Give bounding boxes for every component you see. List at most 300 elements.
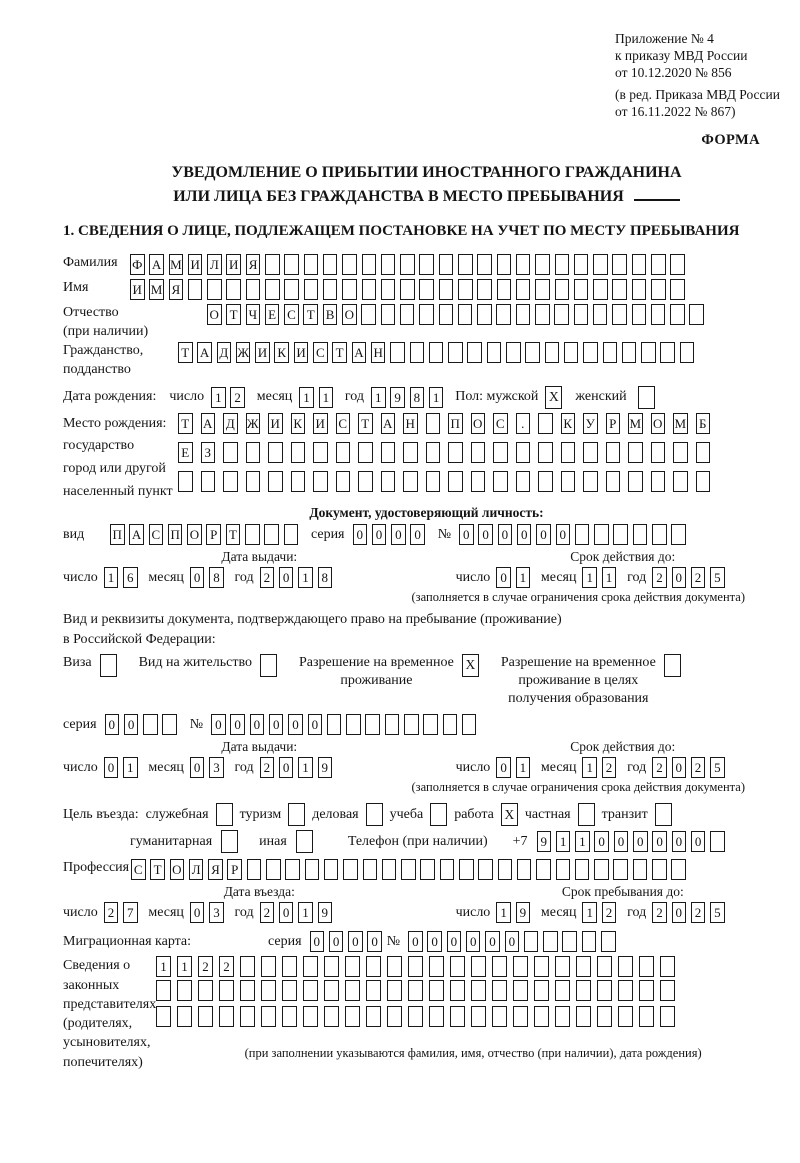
char-cell[interactable] (612, 254, 627, 275)
char-cell[interactable]: 0 (353, 524, 368, 545)
char-cell[interactable]: 3 (209, 902, 224, 923)
char-cell[interactable]: О (342, 304, 357, 325)
char-cell[interactable]: К (291, 413, 306, 434)
checkbox-purpose-official[interactable] (216, 803, 233, 826)
char-cell[interactable] (535, 254, 550, 275)
char-cell[interactable] (188, 279, 203, 300)
char-cell[interactable] (381, 442, 396, 463)
char-cell[interactable] (305, 859, 320, 880)
char-cell[interactable]: Т (178, 413, 193, 434)
char-cell[interactable]: 0 (447, 931, 462, 952)
char-cell[interactable] (177, 980, 192, 1001)
char-cell[interactable] (513, 980, 528, 1001)
char-cell[interactable] (564, 342, 579, 363)
char-cell[interactable] (535, 279, 550, 300)
char-cell[interactable] (467, 342, 482, 363)
char-cell[interactable]: Т (226, 304, 241, 325)
char-cell[interactable] (358, 442, 373, 463)
char-cell[interactable] (696, 471, 711, 492)
char-cell[interactable]: О (170, 859, 185, 880)
char-cell[interactable] (440, 859, 455, 880)
char-cell[interactable]: Т (178, 342, 193, 363)
char-cell[interactable]: 2 (652, 567, 667, 588)
char-cell[interactable]: 0 (367, 931, 382, 952)
char-cell[interactable] (517, 859, 532, 880)
char-cell[interactable] (268, 442, 283, 463)
char-cell[interactable] (365, 714, 380, 735)
char-cell[interactable] (458, 279, 473, 300)
char-cell[interactable] (606, 471, 621, 492)
char-cell[interactable]: И (294, 342, 309, 363)
char-cell[interactable] (387, 956, 402, 977)
char-cell[interactable] (535, 304, 550, 325)
char-cell[interactable] (408, 1006, 423, 1027)
char-cell[interactable] (177, 1006, 192, 1027)
char-cell[interactable]: 0 (190, 567, 205, 588)
char-cell[interactable]: И (188, 254, 203, 275)
char-cell[interactable] (345, 980, 360, 1001)
char-cell[interactable] (538, 471, 553, 492)
char-cell[interactable]: П (168, 524, 183, 545)
char-cell[interactable] (245, 524, 260, 545)
char-cell[interactable]: Н (403, 413, 418, 434)
char-cell[interactable] (198, 980, 213, 1001)
char-cell[interactable] (410, 342, 425, 363)
char-cell[interactable]: 0 (269, 714, 284, 735)
char-cell[interactable]: Д (223, 413, 238, 434)
char-cell[interactable] (612, 279, 627, 300)
char-cell[interactable]: 0 (310, 931, 325, 952)
char-cell[interactable]: Е (265, 304, 280, 325)
char-cell[interactable]: Ф (130, 254, 145, 275)
char-cell[interactable]: 2 (602, 902, 617, 923)
char-cell[interactable] (313, 442, 328, 463)
char-cell[interactable] (513, 956, 528, 977)
char-cell[interactable]: 1 (556, 831, 571, 852)
char-cell[interactable]: 0 (250, 714, 265, 735)
char-cell[interactable]: И (268, 413, 283, 434)
char-cell[interactable]: 8 (209, 567, 224, 588)
char-cell[interactable]: 0 (536, 524, 551, 545)
char-cell[interactable] (593, 254, 608, 275)
checkbox-sex-female[interactable] (638, 386, 655, 409)
char-cell[interactable]: 9 (318, 902, 333, 923)
char-cell[interactable] (439, 279, 454, 300)
char-cell[interactable]: 2 (260, 757, 275, 778)
char-cell[interactable] (426, 471, 441, 492)
char-cell[interactable] (246, 471, 261, 492)
char-cell[interactable] (618, 1006, 633, 1027)
char-cell[interactable] (459, 859, 474, 880)
char-cell[interactable] (223, 442, 238, 463)
char-cell[interactable]: 0 (691, 831, 706, 852)
char-cell[interactable] (324, 956, 339, 977)
char-cell[interactable] (261, 1006, 276, 1027)
char-cell[interactable]: 7 (123, 902, 138, 923)
char-cell[interactable]: 0 (672, 567, 687, 588)
char-cell[interactable] (156, 980, 171, 1001)
char-cell[interactable]: 2 (691, 902, 706, 923)
char-cell[interactable] (478, 859, 493, 880)
char-cell[interactable] (487, 342, 502, 363)
char-cell[interactable]: З (201, 442, 216, 463)
char-cell[interactable]: 1 (496, 902, 511, 923)
char-cell[interactable] (593, 304, 608, 325)
char-cell[interactable] (450, 956, 465, 977)
char-cell[interactable] (633, 524, 648, 545)
char-cell[interactable] (652, 859, 667, 880)
char-cell[interactable] (689, 304, 704, 325)
char-cell[interactable]: 0 (348, 931, 363, 952)
char-cell[interactable] (366, 980, 381, 1001)
char-cell[interactable]: 0 (498, 524, 513, 545)
char-cell[interactable] (497, 279, 512, 300)
char-cell[interactable] (226, 279, 241, 300)
char-cell[interactable]: 0 (105, 714, 120, 735)
char-cell[interactable] (448, 342, 463, 363)
char-cell[interactable] (246, 442, 261, 463)
char-cell[interactable] (361, 304, 376, 325)
char-cell[interactable] (633, 859, 648, 880)
char-cell[interactable] (439, 254, 454, 275)
char-cell[interactable] (240, 956, 255, 977)
char-cell[interactable]: 0 (372, 524, 387, 545)
char-cell[interactable] (534, 980, 549, 1001)
checkbox-residence-permit[interactable] (260, 654, 277, 677)
char-cell[interactable] (574, 254, 589, 275)
char-cell[interactable] (387, 980, 402, 1001)
char-cell[interactable] (282, 956, 297, 977)
char-cell[interactable]: 0 (288, 714, 303, 735)
char-cell[interactable]: Д (217, 342, 232, 363)
char-cell[interactable] (652, 524, 667, 545)
char-cell[interactable] (583, 342, 598, 363)
char-cell[interactable]: А (201, 413, 216, 434)
char-cell[interactable]: Р (206, 524, 221, 545)
char-cell[interactable] (284, 254, 299, 275)
checkbox-sex-male[interactable]: X (545, 386, 562, 409)
char-cell[interactable] (632, 304, 647, 325)
char-cell[interactable]: Н (371, 342, 386, 363)
char-cell[interactable]: 0 (466, 931, 481, 952)
char-cell[interactable] (639, 1006, 654, 1027)
checkbox-temp-residence-edu[interactable] (664, 654, 681, 677)
char-cell[interactable]: 9 (537, 831, 552, 852)
char-cell[interactable] (534, 956, 549, 977)
char-cell[interactable] (651, 254, 666, 275)
char-cell[interactable] (651, 304, 666, 325)
char-cell[interactable] (382, 859, 397, 880)
char-cell[interactable]: 2 (260, 902, 275, 923)
char-cell[interactable] (400, 304, 415, 325)
char-cell[interactable]: А (197, 342, 212, 363)
char-cell[interactable] (266, 859, 281, 880)
char-cell[interactable] (612, 304, 627, 325)
char-cell[interactable] (613, 859, 628, 880)
char-cell[interactable] (538, 442, 553, 463)
char-cell[interactable] (450, 1006, 465, 1027)
char-cell[interactable] (671, 524, 686, 545)
char-cell[interactable]: 1 (582, 902, 597, 923)
char-cell[interactable] (162, 714, 177, 735)
char-cell[interactable]: 8 (410, 387, 425, 408)
char-cell[interactable] (156, 1006, 171, 1027)
char-cell[interactable]: А (381, 413, 396, 434)
char-cell[interactable]: 0 (279, 902, 294, 923)
char-cell[interactable] (261, 956, 276, 977)
char-cell[interactable]: 0 (505, 931, 520, 952)
char-cell[interactable]: 1 (211, 387, 226, 408)
char-cell[interactable] (651, 442, 666, 463)
char-cell[interactable] (492, 980, 507, 1001)
char-cell[interactable] (597, 980, 612, 1001)
char-cell[interactable]: Р (227, 859, 242, 880)
checkbox-purpose-humanitarian[interactable] (221, 830, 238, 853)
char-cell[interactable]: 1 (298, 757, 313, 778)
char-cell[interactable] (419, 254, 434, 275)
char-cell[interactable]: 0 (124, 714, 139, 735)
char-cell[interactable] (680, 342, 695, 363)
char-cell[interactable]: 1 (319, 387, 334, 408)
char-cell[interactable] (471, 980, 486, 1001)
char-cell[interactable]: С (493, 413, 508, 434)
char-cell[interactable] (575, 859, 590, 880)
char-cell[interactable] (536, 859, 551, 880)
char-cell[interactable]: М (628, 413, 643, 434)
char-cell[interactable] (264, 524, 279, 545)
char-cell[interactable] (366, 1006, 381, 1027)
char-cell[interactable]: 2 (602, 757, 617, 778)
char-cell[interactable]: 0 (478, 524, 493, 545)
char-cell[interactable] (362, 254, 377, 275)
char-cell[interactable] (639, 956, 654, 977)
char-cell[interactable]: И (226, 254, 241, 275)
char-cell[interactable] (387, 1006, 402, 1027)
char-cell[interactable]: Т (332, 342, 347, 363)
char-cell[interactable] (660, 342, 675, 363)
char-cell[interactable] (450, 980, 465, 1001)
char-cell[interactable]: Ч (246, 304, 261, 325)
char-cell[interactable] (477, 279, 492, 300)
char-cell[interactable]: Л (189, 859, 204, 880)
char-cell[interactable] (556, 859, 571, 880)
char-cell[interactable] (284, 279, 299, 300)
char-cell[interactable] (651, 279, 666, 300)
char-cell[interactable] (426, 442, 441, 463)
checkbox-visa[interactable] (100, 654, 117, 677)
char-cell[interactable] (336, 442, 351, 463)
char-cell[interactable] (343, 859, 358, 880)
char-cell[interactable]: 9 (516, 902, 531, 923)
char-cell[interactable] (420, 859, 435, 880)
char-cell[interactable]: И (255, 342, 270, 363)
checkbox-purpose-work[interactable]: X (501, 803, 518, 826)
char-cell[interactable] (404, 714, 419, 735)
char-cell[interactable] (601, 931, 616, 952)
char-cell[interactable] (641, 342, 656, 363)
char-cell[interactable]: 1 (299, 387, 314, 408)
char-cell[interactable]: 0 (556, 524, 571, 545)
char-cell[interactable] (345, 956, 360, 977)
char-cell[interactable] (555, 1006, 570, 1027)
char-cell[interactable]: Я (169, 279, 184, 300)
char-cell[interactable] (443, 714, 458, 735)
char-cell[interactable]: Т (303, 304, 318, 325)
char-cell[interactable] (178, 471, 193, 492)
char-cell[interactable] (426, 413, 441, 434)
char-cell[interactable] (576, 956, 591, 977)
char-cell[interactable]: 0 (279, 757, 294, 778)
char-cell[interactable]: 1 (429, 387, 444, 408)
char-cell[interactable] (594, 524, 609, 545)
char-cell[interactable] (555, 980, 570, 1001)
char-cell[interactable]: 0 (459, 524, 474, 545)
char-cell[interactable] (497, 254, 512, 275)
char-cell[interactable]: 0 (230, 714, 245, 735)
char-cell[interactable] (385, 714, 400, 735)
char-cell[interactable]: А (352, 342, 367, 363)
char-cell[interactable] (458, 304, 473, 325)
char-cell[interactable] (673, 471, 688, 492)
char-cell[interactable]: М (169, 254, 184, 275)
char-cell[interactable] (632, 254, 647, 275)
char-cell[interactable]: 5 (710, 757, 725, 778)
char-cell[interactable] (513, 1006, 528, 1027)
char-cell[interactable] (561, 471, 576, 492)
char-cell[interactable] (358, 471, 373, 492)
char-cell[interactable] (408, 956, 423, 977)
char-cell[interactable]: 0 (391, 524, 406, 545)
char-cell[interactable]: 1 (516, 567, 531, 588)
char-cell[interactable]: К (561, 413, 576, 434)
checkbox-purpose-other[interactable] (296, 830, 313, 853)
char-cell[interactable]: Б (696, 413, 711, 434)
char-cell[interactable] (304, 254, 319, 275)
char-cell[interactable]: 0 (496, 567, 511, 588)
char-cell[interactable] (423, 714, 438, 735)
char-cell[interactable]: 2 (652, 757, 667, 778)
char-cell[interactable] (403, 442, 418, 463)
char-cell[interactable] (562, 931, 577, 952)
char-cell[interactable] (660, 956, 675, 977)
char-cell[interactable]: О (651, 413, 666, 434)
char-cell[interactable] (419, 304, 434, 325)
char-cell[interactable] (323, 254, 338, 275)
char-cell[interactable] (342, 279, 357, 300)
char-cell[interactable] (240, 1006, 255, 1027)
char-cell[interactable]: 0 (485, 931, 500, 952)
char-cell[interactable]: 9 (318, 757, 333, 778)
char-cell[interactable]: 1 (123, 757, 138, 778)
char-cell[interactable]: А (149, 254, 164, 275)
char-cell[interactable] (143, 714, 158, 735)
char-cell[interactable]: Я (246, 254, 261, 275)
char-cell[interactable] (327, 714, 342, 735)
char-cell[interactable] (493, 471, 508, 492)
char-cell[interactable] (285, 859, 300, 880)
char-cell[interactable] (198, 1006, 213, 1027)
char-cell[interactable] (346, 714, 361, 735)
char-cell[interactable] (363, 859, 378, 880)
char-cell[interactable] (313, 471, 328, 492)
char-cell[interactable] (583, 471, 598, 492)
char-cell[interactable]: 0 (672, 831, 687, 852)
char-cell[interactable]: С (336, 413, 351, 434)
char-cell[interactable]: 0 (633, 831, 648, 852)
char-cell[interactable]: 5 (710, 567, 725, 588)
char-cell[interactable] (673, 442, 688, 463)
char-cell[interactable]: 1 (602, 567, 617, 588)
char-cell[interactable] (201, 471, 216, 492)
char-cell[interactable]: 0 (308, 714, 323, 735)
char-cell[interactable]: 0 (410, 524, 425, 545)
char-cell[interactable] (575, 524, 590, 545)
char-cell[interactable]: 1 (298, 902, 313, 923)
char-cell[interactable] (524, 931, 539, 952)
char-cell[interactable] (525, 342, 540, 363)
char-cell[interactable]: Т (358, 413, 373, 434)
char-cell[interactable]: 0 (496, 757, 511, 778)
char-cell[interactable] (471, 471, 486, 492)
char-cell[interactable]: . (516, 413, 531, 434)
char-cell[interactable] (574, 304, 589, 325)
char-cell[interactable] (576, 1006, 591, 1027)
char-cell[interactable] (651, 471, 666, 492)
char-cell[interactable] (555, 956, 570, 977)
char-cell[interactable] (381, 279, 396, 300)
char-cell[interactable] (493, 442, 508, 463)
char-cell[interactable] (496, 304, 511, 325)
char-cell[interactable]: Т (150, 859, 165, 880)
char-cell[interactable] (429, 980, 444, 1001)
char-cell[interactable]: 1 (104, 567, 119, 588)
char-cell[interactable] (492, 956, 507, 977)
char-cell[interactable] (670, 279, 685, 300)
char-cell[interactable] (613, 524, 628, 545)
char-cell[interactable] (439, 304, 454, 325)
char-cell[interactable]: 1 (582, 757, 597, 778)
char-cell[interactable] (554, 304, 569, 325)
char-cell[interactable] (448, 471, 463, 492)
char-cell[interactable] (516, 254, 531, 275)
char-cell[interactable] (401, 859, 416, 880)
char-cell[interactable] (246, 279, 261, 300)
char-cell[interactable]: Ж (246, 413, 261, 434)
char-cell[interactable] (534, 1006, 549, 1027)
char-cell[interactable] (303, 956, 318, 977)
char-cell[interactable] (670, 304, 685, 325)
char-cell[interactable] (516, 471, 531, 492)
char-cell[interactable] (261, 980, 276, 1001)
char-cell[interactable] (400, 279, 415, 300)
char-cell[interactable] (618, 980, 633, 1001)
char-cell[interactable]: 0 (211, 714, 226, 735)
char-cell[interactable]: О (471, 413, 486, 434)
char-cell[interactable]: 8 (318, 567, 333, 588)
char-cell[interactable] (324, 1006, 339, 1027)
char-cell[interactable]: О (187, 524, 202, 545)
char-cell[interactable]: 2 (219, 956, 234, 977)
char-cell[interactable] (516, 442, 531, 463)
char-cell[interactable] (419, 279, 434, 300)
char-cell[interactable]: Р (606, 413, 621, 434)
char-cell[interactable] (492, 1006, 507, 1027)
char-cell[interactable] (555, 254, 570, 275)
char-cell[interactable] (477, 254, 492, 275)
char-cell[interactable] (381, 471, 396, 492)
checkbox-purpose-transit[interactable] (655, 803, 672, 826)
char-cell[interactable] (597, 1006, 612, 1027)
